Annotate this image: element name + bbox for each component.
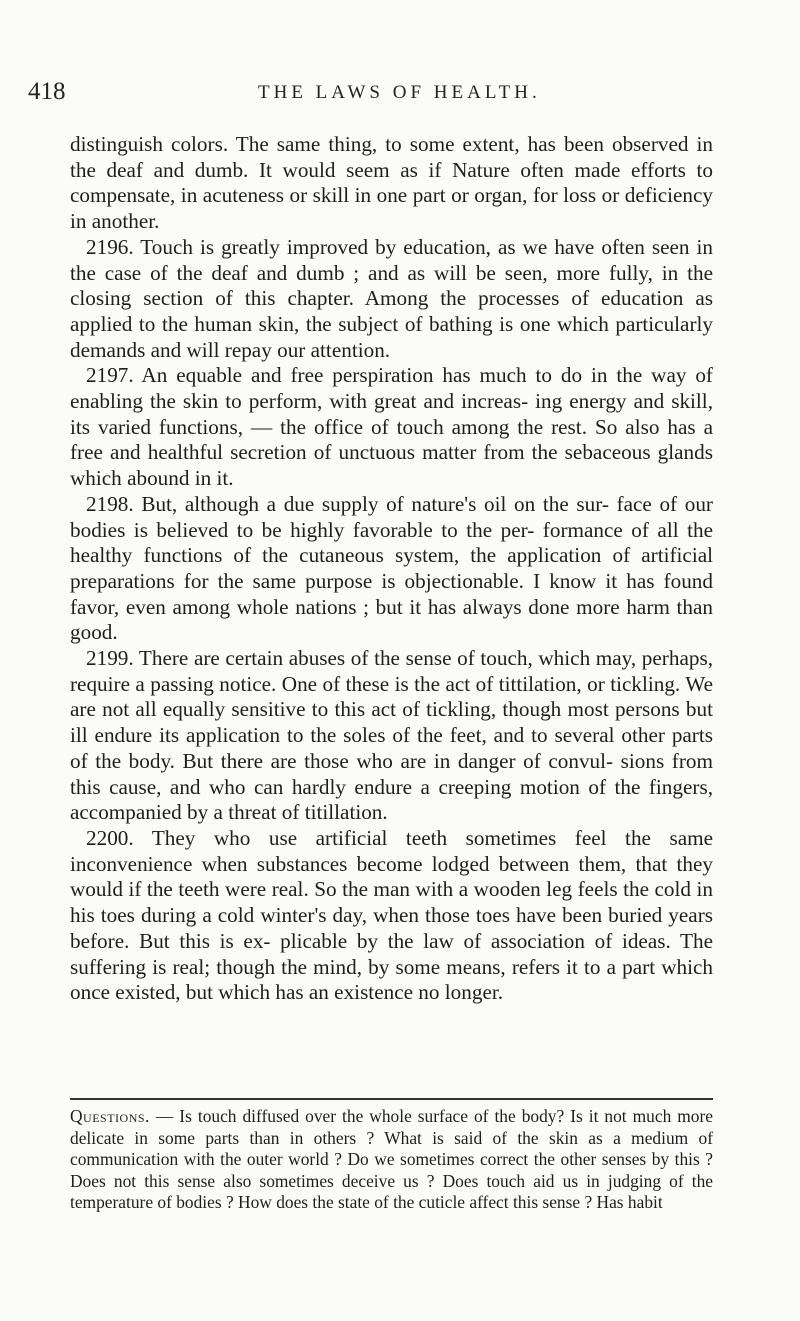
paragraph-text: But, although a due supply of nature's oil on the sur- face of our bodies is believed to be highly favorable to the per- formance of all the healthy functions of the cutaneous system, the application of artificial preparations for the same purpose is objectionable. I know it has found favor, even among whole nations ; but it has always done more harm than good. (70, 491, 713, 645)
paragraph-number: 2200. (86, 825, 134, 850)
paragraph-number: 2196. (86, 234, 134, 259)
page-header (28, 78, 772, 114)
paragraph-2196 (70, 235, 713, 364)
paragraph-text: They who use artificial teeth sometimes feel the same inconvenience when substances become lodged between them, that they would if the teeth were real. So the man with a wooden leg feels the cold in his toes during a cold winter's day, when those toes have been buried years before. But this is ex- plicable by the law of association of ideas. The suffering is real; though the mind, by some means, refers it to a part which once existed, but which has an existence no longer. (70, 825, 713, 1005)
running-head: THE LAWS OF HEALTH. (258, 82, 541, 103)
paragraph-2199 (70, 646, 713, 826)
paragraph-continued (70, 132, 713, 235)
paragraph-2200 (70, 826, 713, 1006)
questions-label: Questions. (70, 1106, 150, 1126)
paragraph-text: There are certain abuses of the sense of touch, which may, perhaps, require a passing notice. One of these is the act of tittilation, or tickling. We are not all equally sensitive to this act of tickling, though most persons but ill endure its application to the soles of the feet, and to several other parts of the body. But there are those who are in danger of convul- sions from this cause, and who can hardly endure a creeping motion of the fingers, accompanied by a threat of titillation. (70, 646, 713, 825)
page-number: 418 (28, 78, 66, 105)
paragraph-number: 2197. (86, 363, 134, 388)
questions-text: — Is touch diffused over the whole surface of the body? Is it not much more delicate in some parts than in others ? What is said of the skin as a medium of communication with the outer world ? Do we sometimes correct the other senses by this ? Does not this sense also sometimes deceive us ? Does touch aid us in judging of the temperature of bodies ? How does the state of the cuticle affect this sense ? Has habit (70, 1106, 713, 1213)
body-text (70, 132, 713, 1006)
paragraph-2197 (70, 363, 713, 492)
paragraph-text: Touch is greatly improved by education, as we have often seen in the case of the deaf and dumb ; and as will be seen, more fully, in the closing section of this chapter. Among the processes of education as applied to the human skin, the subject of bathing is one which particularly demands and will repay our attention. (70, 234, 713, 362)
paragraph-number: 2198. (86, 491, 134, 516)
paragraph-text: An equable and free perspiration has much to do in the way of enabling the skin to perform, with great and increas- ing energy and skill, its varied functions, — the office of touch among the rest. So also has a free and healthful secretion of unctuous matter from the sebaceous glands which abound in it. (70, 363, 713, 491)
paragraph-number: 2199. (86, 646, 134, 671)
paragraph-text: distinguish colors. The same thing, to some extent, has been observed in the deaf and dumb. It would seem as if Nature often made efforts to compensate, in acuteness or skill in one part or organ, for loss or deficiency in another. (70, 132, 713, 234)
paragraph-2198 (70, 492, 713, 646)
section-divider (70, 1098, 713, 1100)
questions-block (70, 1106, 713, 1214)
